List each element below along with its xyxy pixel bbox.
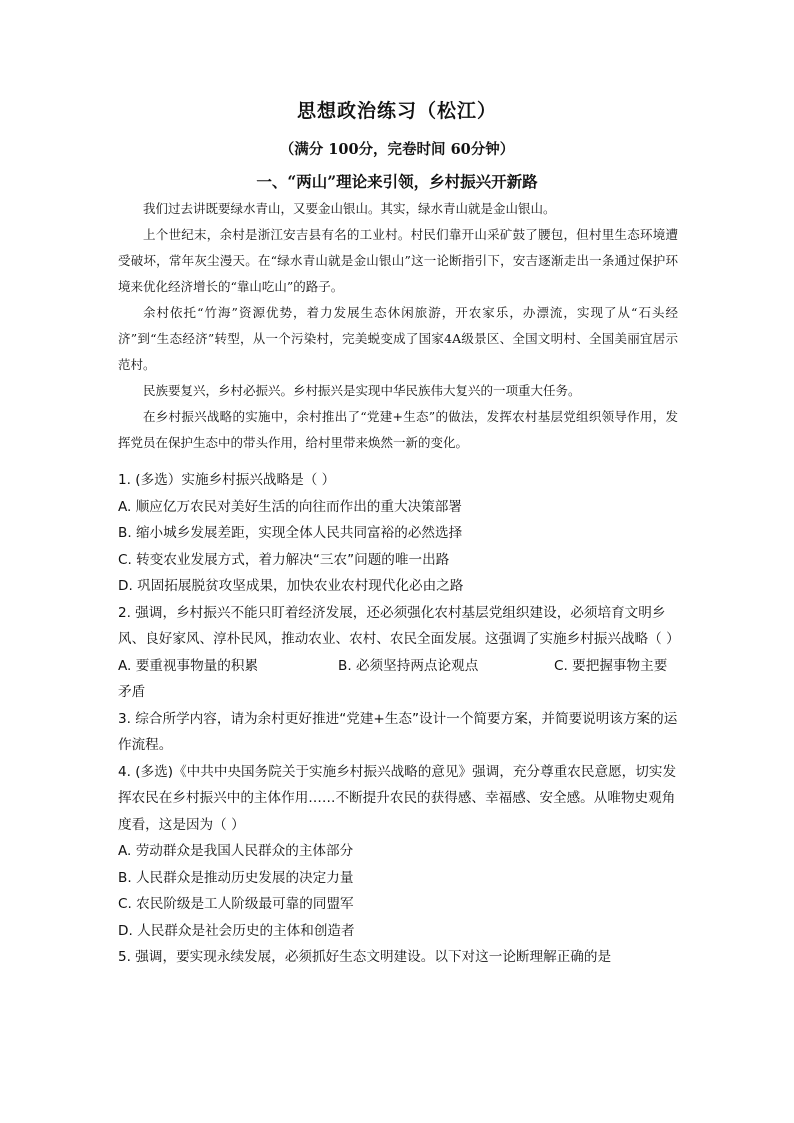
question-4-option-c: C. 农民阶级是工人阶级最可靠的同盟军 xyxy=(118,896,354,912)
passage-paragraph: 我们过去讲既要绿水青山，又要金山银山。其实，绿水青山就是金山银山。 xyxy=(143,201,556,216)
question-4-option-b: B. 人民群众是推动历史发展的决定力量 xyxy=(118,869,354,886)
question-2-option-a: A. 要重视事物量的积累 xyxy=(118,657,259,674)
question-1-option-b: B. 缩小城乡发展差距，实现全体人民共同富裕的必然选择 xyxy=(118,525,463,541)
question-list xyxy=(118,467,678,971)
question-2-option-c-continued: 矛盾 xyxy=(118,684,146,700)
doc-title: 思想政治练习（松江） xyxy=(296,100,497,122)
doc-subtitle: （满分 100分，完卷时间 60分钟） xyxy=(279,141,515,158)
question-4-option-d: D. 人民群众是社会历史的主体和创造者 xyxy=(118,922,355,939)
reading-passage xyxy=(118,196,678,456)
question-4-stem: 4. (多选)《中共中央国务院关于实施乡村振兴战略的意见》强调，充分尊重农民意愿，切实发挥农民在乡村振兴中的主体作用……不断提升农民的获得感、幸福感、安全感。从唯物史观角度看，这是因为（ ） xyxy=(118,763,677,833)
question-5-stem: 5. 强调，要实现永续发展，必须抓好生态文明建设。以下对这一论断理解正确的是 xyxy=(118,949,612,965)
passage-paragraph: 在乡村振兴战略的实施中，余村推出了“党建+生态”的做法，发挥农村基层党组织领导作用，发挥党员在保护生态中的带头作用，给村里带来焕然一新的变化。 xyxy=(118,409,678,450)
question-4-option-a: A. 劳动群众是我国人民群众的主体部分 xyxy=(118,843,354,859)
passage-paragraph: 上个世纪末，余村是浙江安吉县有名的工业村。村民们靠开山采矿鼓了腰包，但村里生态环境遭受破坏，常年灰尘漫天。在“绿水青山就是金山银山”这一论断指引下，安吉逐渐走出一条通过保护环境来优化经济增长的“靠山吃山”的路子。 xyxy=(118,227,678,294)
question-2-option-b: B. 必须坚持两点论观点 xyxy=(338,657,479,674)
passage-paragraph: 余村依托“竹海”资源优势，着力发展生态休闲旅游，开农家乐，办漂流，实现了从“石头经济”到“生态经济”转型，从一个污染村，完美蜕变成了国家4A级景区、全国文明村、全国美丽宜居示范村。 xyxy=(118,305,678,372)
question-1-option-c: C. 转变农业发展方式，着力解决“三农”问题的唯一出路 xyxy=(118,551,450,568)
question-2-stem: 2. 强调，乡村振兴不能只盯着经济发展，还必须强化农村基层党组织建设，必须培育文明乡风、良好家风、淳朴民风，推动农业、农村、农民全面发展。这强调了实施乡村振兴战略（ ） xyxy=(118,604,680,647)
question-3-stem: 3. 综合所学内容，请为余村更好推进“党建+生态”设计一个简要方案，并简要说明该方案的运作流程。 xyxy=(118,710,678,753)
question-1-stem: 1. (多选）实施乡村振兴战略是（ ） xyxy=(118,472,336,488)
question-2-options xyxy=(118,653,678,680)
question-2-option-c: C. 要把握事物主要 xyxy=(554,657,668,674)
section-heading: 一、“两山”理论来引领，乡村振兴开新路 xyxy=(256,172,538,191)
question-1-option-a: A. 顺应亿万农民对美好生活的向往而作出的重大决策部署 xyxy=(118,498,462,515)
passage-paragraph: 民族要复兴，乡村必振兴。乡村振兴是实现中华民族伟大复兴的一项重大任务。 xyxy=(143,383,581,398)
question-1-option-d: D. 巩固拓展脱贫攻坚成果，加快农业农村现代化必由之路 xyxy=(118,578,464,594)
